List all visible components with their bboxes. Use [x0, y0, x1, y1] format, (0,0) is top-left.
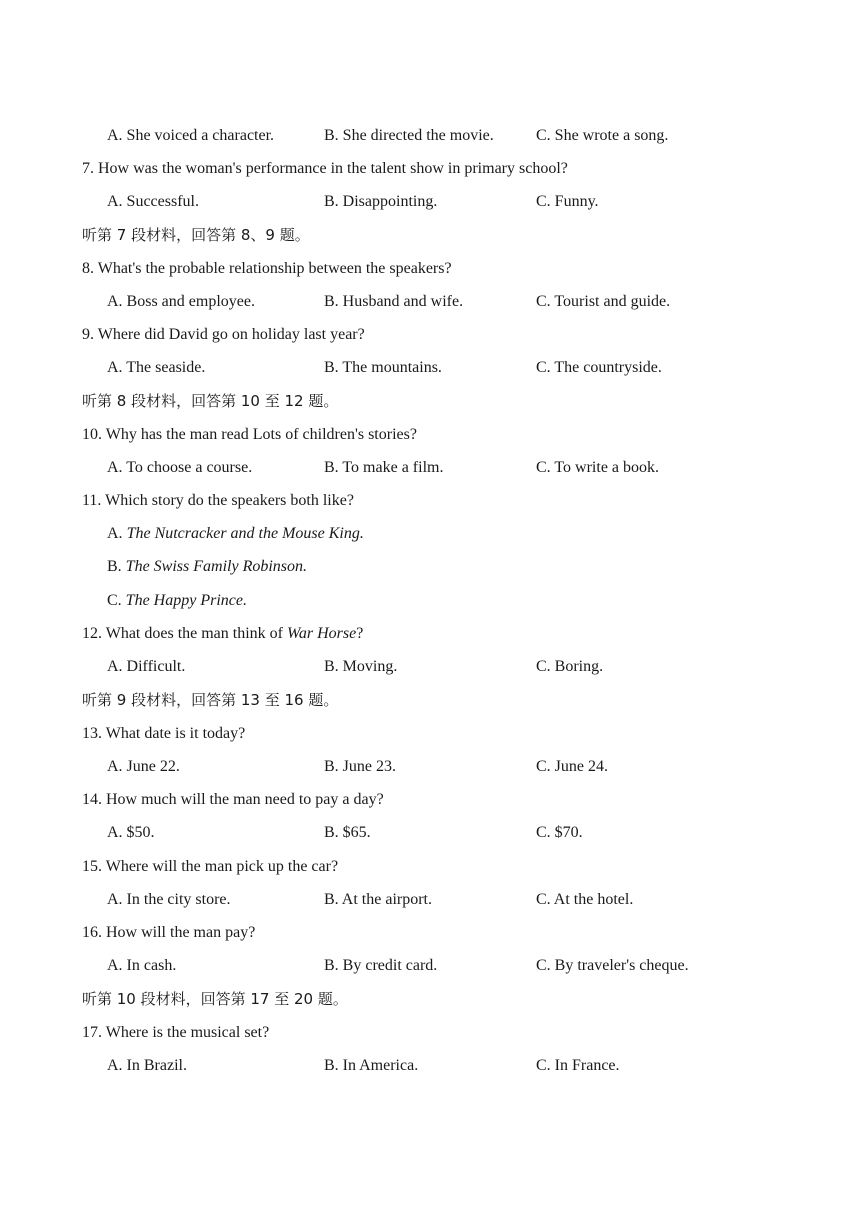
option-b: B. She directed the movie.: [324, 127, 494, 144]
option-b: B. Disappointing.: [324, 193, 438, 210]
option-c: C. In France.: [536, 1057, 620, 1074]
option-row-full: [0, 589, 860, 613]
section-text: 听第 8 段材料，回答第 10 至 12 题。: [82, 392, 339, 410]
question-row: [0, 722, 860, 746]
option-row: [0, 888, 860, 912]
option-c: C. June 24.: [536, 758, 608, 775]
question-text: 8. What's the probable relationship between the speakers?: [82, 260, 452, 277]
question-text: 9. Where did David go on holiday last year?: [82, 326, 365, 343]
option-row: [0, 290, 860, 314]
option-label: A.: [107, 525, 127, 542]
question-text: 16. How will the man pay?: [82, 924, 256, 941]
option-a: A. In the city store.: [107, 891, 231, 908]
option-title: The Happy Prince.: [125, 592, 247, 609]
option-c: C. Boring.: [536, 658, 604, 675]
question-text: 10. Why has the man read Lots of children's stories?: [82, 426, 417, 443]
section-instruction: [0, 688, 860, 712]
option-a: A. Boss and employee.: [107, 293, 255, 310]
question-row: [0, 157, 860, 181]
option-label: B.: [107, 558, 126, 575]
question-row: [0, 257, 860, 281]
option-row: [0, 356, 860, 380]
question-text: 13. What date is it today?: [82, 725, 246, 742]
option-a: A. $50.: [107, 824, 155, 841]
section-instruction: [0, 389, 860, 413]
option-c: C. To write a book.: [536, 459, 660, 476]
option-c: C. Funny.: [536, 193, 599, 210]
option-row: [0, 954, 860, 978]
option-b: B. Husband and wife.: [324, 293, 464, 310]
option-row: [0, 755, 860, 779]
option-b: B. June 23.: [324, 758, 396, 775]
question-text: 15. Where will the man pick up the car?: [82, 858, 339, 875]
section-text: 听第 9 段材料，回答第 13 至 16 题。: [82, 691, 339, 709]
question-row: [0, 855, 860, 879]
section-text: 听第 10 段材料，回答第 17 至 20 题。: [82, 990, 348, 1008]
option-b: B. At the airport.: [324, 891, 432, 908]
option-c: C. Tourist and guide.: [536, 293, 671, 310]
option-a: A. Difficult.: [107, 658, 186, 675]
question-text-before: 12. What does the man think of: [82, 625, 287, 642]
option-b: B. The mountains.: [324, 359, 442, 376]
option-title: The Nutcracker and the Mouse King.: [126, 525, 364, 542]
option-b: B. $65.: [324, 824, 371, 841]
option-row: [0, 124, 860, 148]
question-title-italic: War Horse: [287, 625, 357, 642]
option-a: A. In Brazil.: [107, 1057, 187, 1074]
option-c: C. At the hotel.: [536, 891, 634, 908]
section-text: 听第 7 段材料，回答第 8、9 题。: [82, 226, 310, 244]
section-instruction: [0, 223, 860, 247]
option-row: [0, 655, 860, 679]
question-text: 17. Where is the musical set?: [82, 1024, 270, 1041]
question-row: [0, 323, 860, 347]
option-title: The Swiss Family Robinson.: [125, 558, 308, 575]
option-a: A. The seaside.: [107, 359, 206, 376]
option-a: [107, 522, 364, 546]
option-c: C. By traveler's cheque.: [536, 957, 689, 974]
question-text: 11. Which story do the speakers both like?: [82, 492, 354, 509]
option-c: C. The countryside.: [536, 359, 662, 376]
option-row-full: [0, 555, 860, 579]
option-b: B. To make a film.: [324, 459, 444, 476]
question-row: [0, 788, 860, 812]
question-text: [82, 622, 363, 646]
option-a: A. In cash.: [107, 957, 177, 974]
question-text-after: ?: [356, 625, 364, 642]
option-b: B. By credit card.: [324, 957, 438, 974]
question-row: [0, 1021, 860, 1045]
question-row: [0, 622, 860, 646]
option-row: [0, 190, 860, 214]
option-row: [0, 456, 860, 480]
option-a: A. To choose a course.: [107, 459, 253, 476]
option-row-full: [0, 522, 860, 546]
section-instruction: [0, 987, 860, 1011]
option-b: [107, 555, 307, 579]
option-a: A. She voiced a character.: [107, 127, 275, 144]
option-row: [0, 1054, 860, 1078]
option-a: A. Successful.: [107, 193, 199, 210]
option-b: B. Moving.: [324, 658, 398, 675]
option-a: A. June 22.: [107, 758, 180, 775]
question-row: [0, 423, 860, 447]
option-c: C. She wrote a song.: [536, 127, 669, 144]
question-row: [0, 921, 860, 945]
option-c: [107, 589, 247, 613]
question-text: 14. How much will the man need to pay a day?: [82, 791, 384, 808]
question-text: 7. How was the woman's performance in the talent show in primary school?: [82, 160, 568, 177]
option-b: B. In America.: [324, 1057, 419, 1074]
option-label: C.: [107, 592, 126, 609]
question-row: [0, 489, 860, 513]
option-c: C. $70.: [536, 824, 583, 841]
option-row: [0, 821, 860, 845]
